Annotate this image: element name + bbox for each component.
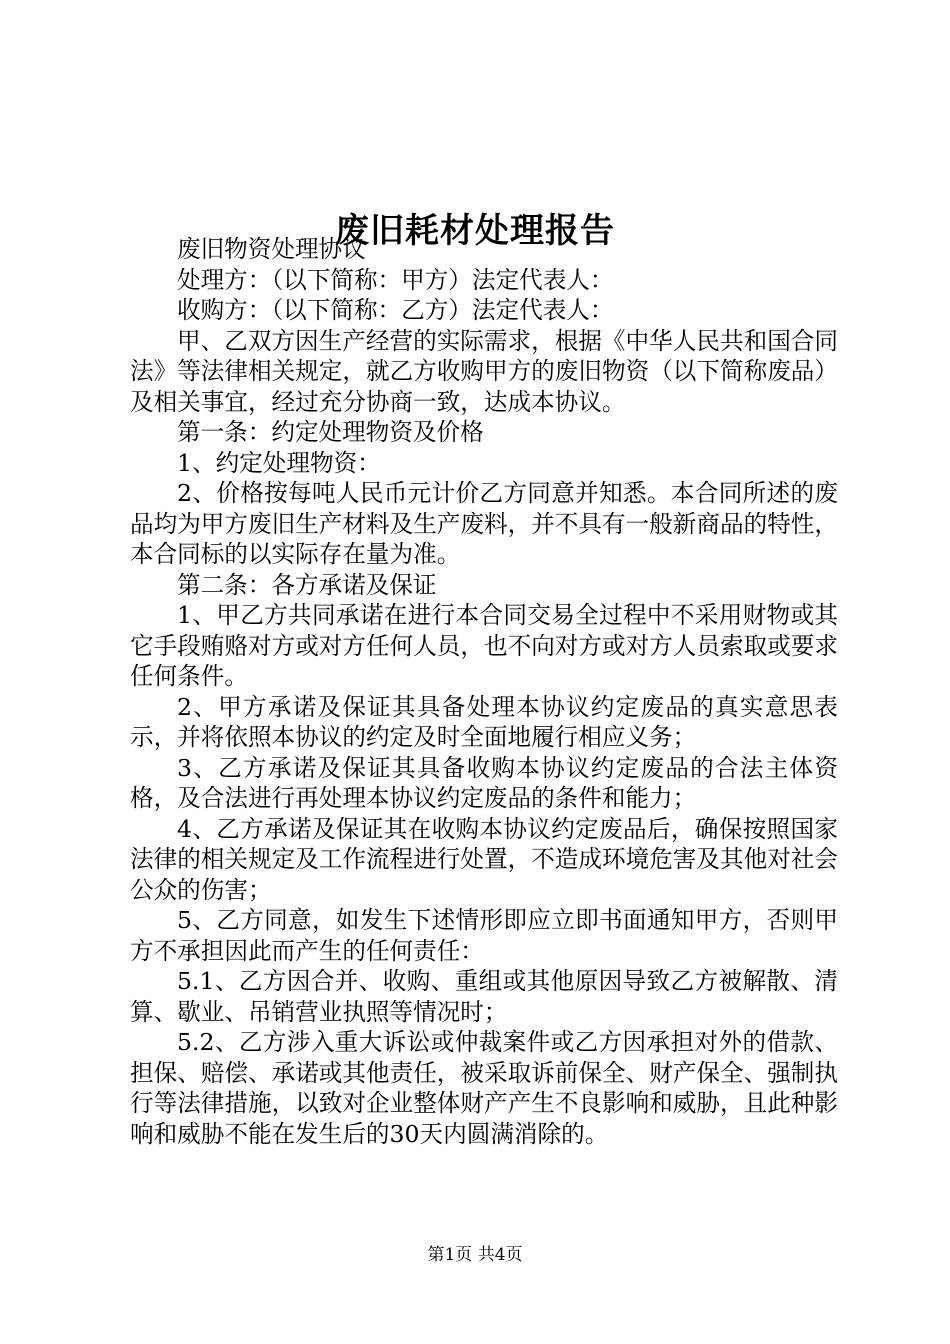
paragraph-agreement-name: 废旧物资处理协议 [177, 235, 366, 263]
document-body [130, 234, 838, 1149]
paragraph-preamble: 甲、乙双方因生产经营的实际需求，根据《中华人民共和国合同法》等法律相关规定，就乙方收购甲方的废旧物资（以下简称废品）及相关事宜，经过充分协商一致，达成本协议。 [130, 326, 838, 416]
paragraph-article-2-item-3: 3、乙方承诺及保证其具备收购本协议约定废品的合法主体资格，及合法进行再处理本协议约定废品的条件和能力； [130, 753, 838, 812]
paragraph-article-2-item-5-1: 5.1、乙方因合并、收购、重组或其他原因导致乙方被解散、清算、歇业、吊销营业执照等情况时； [130, 967, 838, 1026]
paragraph-article-2-item-1: 1、甲乙方共同承诺在进行本合同交易全过程中不采用财物或其它手段贿赂对方或对方任何人员，也不向对方或对方人员索取或要求任何条件。 [130, 601, 838, 690]
paragraph-article-1-item-2: 2、价格按每吨人民币元计价乙方同意并知悉。本合同所述的废品均为甲方废旧生产材料及生产废料，并不具有一般新商品的特性，本合同标的以实际存在量为准。 [130, 479, 838, 568]
paragraph-party-b: 收购方：（以下简称：乙方）法定代表人： [177, 296, 614, 324]
paragraph-article-1-item-1: 1、约定处理物资： [177, 448, 381, 477]
paragraph-article-2-heading: 第二条：各方承诺及保证 [177, 570, 437, 599]
paragraph-article-2-item-5: 5、乙方同意，如发生下述情形即应立即书面通知甲方，否则甲方不承担因此而产生的任何责任： [130, 906, 838, 965]
page-number: 第1页 共4页 [427, 1245, 523, 1265]
document-title: 废旧耗材处理报告 [335, 210, 615, 251]
paragraph-article-2-item-5-2: 5.2、乙方涉入重大诉讼或仲裁案件或乙方因承担对外的借款、担保、赔偿、承诺或其他责任，被采取诉前保全、财产保全、强制执行等法律措施，以致对企业整体财产产生不良影响和威胁，且此种影响和威胁不能在发生后的30天内圆满消除的。 [130, 1028, 838, 1148]
paragraph-article-2-item-2: 2、甲方承诺及保证其具备处理本协议约定废品的真实意思表示，并将依照本协议的约定及时全面地履行相应义务； [130, 692, 838, 751]
paragraph-article-2-item-4: 4、乙方承诺及保证其在收购本协议约定废品后，确保按照国家法律的相关规定及工作流程进行处置，不造成环境危害及其他对社会公众的伤害； [130, 814, 838, 904]
paragraph-party-a: 处理方：（以下简称：甲方）法定代表人： [177, 265, 614, 294]
paragraph-article-1-heading: 第一条：约定处理物资及价格 [177, 418, 484, 446]
